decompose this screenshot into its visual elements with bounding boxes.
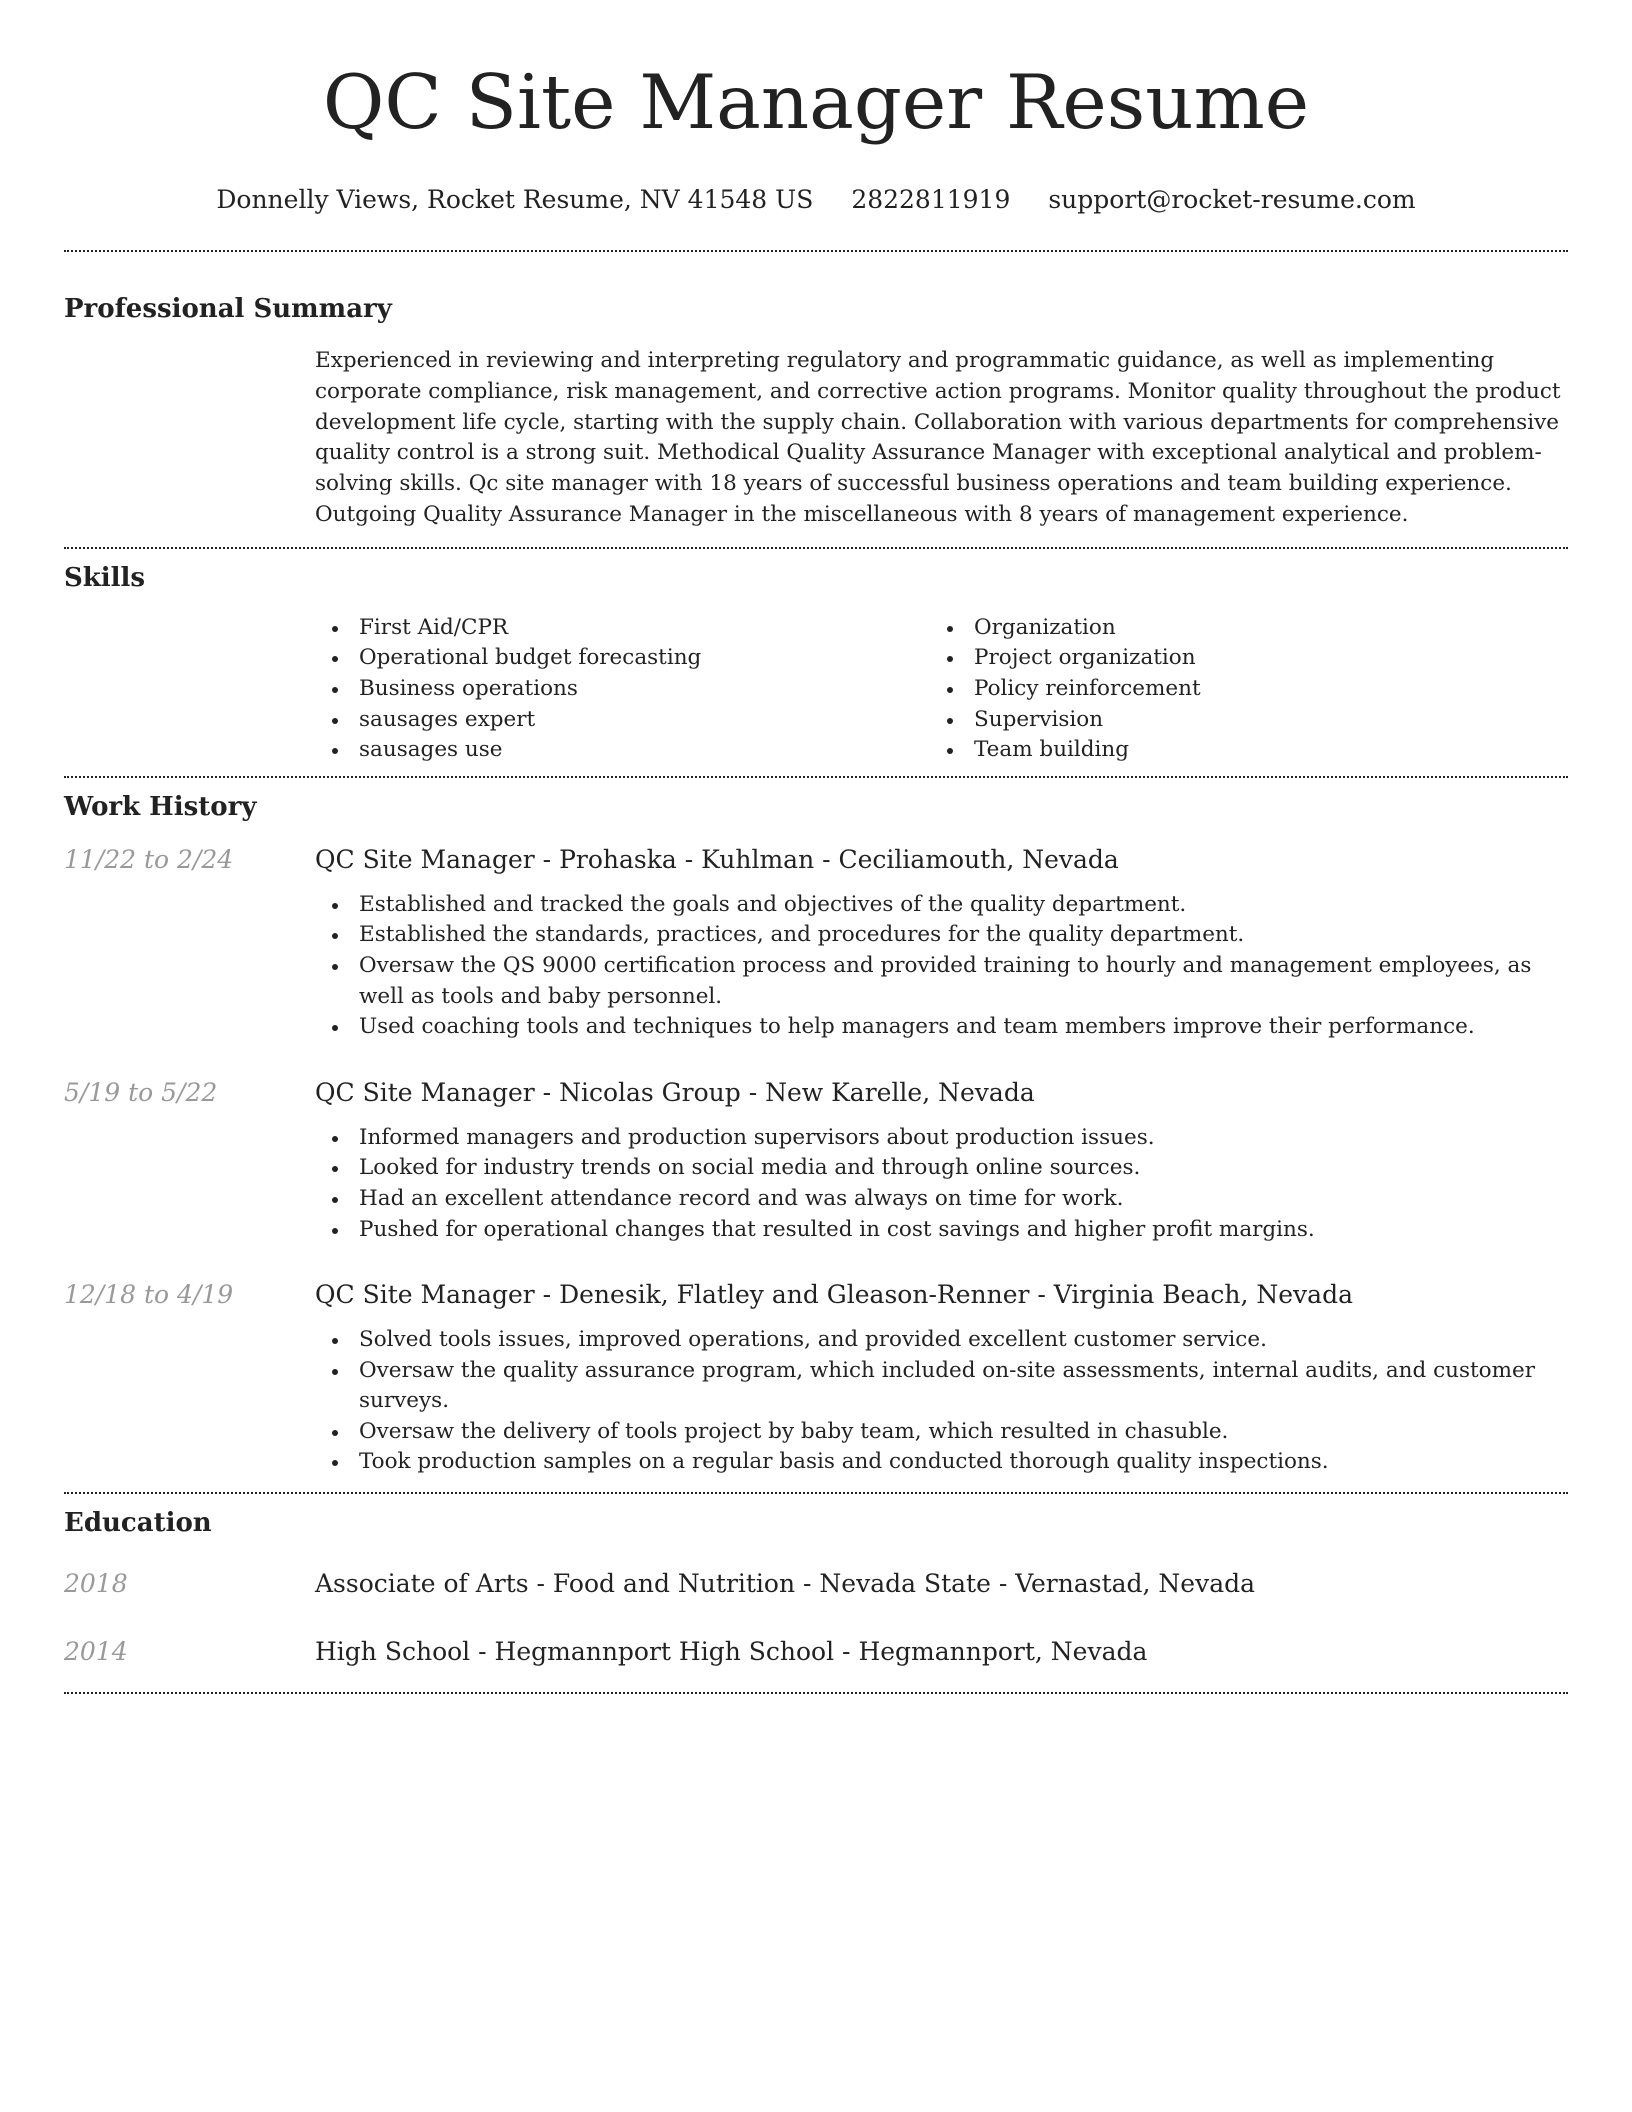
job-entry [64,1277,1568,1478]
skills-column-right [930,613,1545,766]
skills-heading: Skills [64,562,146,593]
job-bullet: Had an excellent attendance record and was always on time for work. [315,1184,1568,1215]
job-bullet: Established and tracked the goals and objectives of the quality department. [315,890,1568,921]
job-bullet: Oversaw the delivery of tools project by baby team, which resulted in chasuble. [315,1417,1568,1448]
skill-item: Team building [930,735,1545,766]
skill-item: Supervision [930,705,1545,736]
education-entry [64,1566,1568,1602]
skill-item: Policy reinforcement [930,674,1545,705]
summary-heading: Professional Summary [64,294,392,324]
skill-item: First Aid/CPR [315,613,930,644]
work-history-heading: Work History [64,791,257,822]
contact-address: Donnelly Views, Rocket Resume, NV 41548 US [216,185,814,214]
resume-page [64,0,1568,1694]
skills-section [64,561,1568,776]
resume-title: QC Site Manager Resume [322,58,1310,146]
job-entry [64,1075,1568,1245]
job-bullet: Established the standards, practices, and procedures for the quality department. [315,920,1568,951]
job-heading: QC Site Manager - Denesik, Flatley and Gleason-Renner - Virginia Beach, Nevada [315,1280,1353,1310]
job-body [315,1277,1568,1478]
job-bullet: Used coaching tools and techniques to help managers and team members improve their performance. [315,1012,1568,1043]
summary-section [64,292,1568,547]
job-bullet: Solved tools issues, improved operations, and provided excellent customer service. [315,1325,1568,1356]
contact-phone: 2822811919 [851,185,1011,214]
job-date: 11/22 to 2/24 [64,844,234,874]
job-date: 5/19 to 5/22 [64,1077,218,1107]
section-divider [64,1692,1568,1694]
job-bullet: Pushed for operational changes that resulted in cost savings and higher profit margins. [315,1215,1568,1246]
education-date: 2018 [64,1569,128,1599]
contact-line [64,184,1568,216]
section-divider [64,776,1568,778]
skill-item: Organization [930,613,1545,644]
education-heading-text: Associate of Arts - Food and Nutrition - Nevada State - Vernastad, Nevada [315,1569,1256,1599]
job-bullet: Looked for industry trends on social media and through online sources. [315,1153,1568,1184]
education-section [64,1506,1568,1692]
skill-item: sausages use [315,735,930,766]
skills-list [315,613,1568,776]
skill-item: Business operations [315,674,930,705]
job-body [315,842,1568,1043]
skill-item: Operational budget forecasting [315,643,930,674]
section-divider [64,1492,1568,1494]
skill-item: Project organization [930,643,1545,674]
education-heading-text: High School - Hegmannport High School - Hegmannport, Nevada [315,1637,1148,1667]
work-history-section [64,790,1568,1492]
skill-item: sausages expert [315,705,930,736]
job-bullets [315,890,1568,1043]
job-heading: QC Site Manager - Nicolas Group - New Karelle, Nevada [315,1077,1035,1107]
job-bullet: Took production samples on a regular basis and conducted thorough quality inspections. [315,1447,1568,1478]
job-date: 12/18 to 4/19 [64,1280,234,1310]
section-divider [64,250,1568,252]
education-date: 2014 [64,1637,128,1667]
job-bullets [315,1325,1568,1478]
skills-column-left [315,613,930,766]
job-body [315,1075,1568,1245]
job-bullet: Oversaw the quality assurance program, which included on-site assessments, internal audits, and customer surveys. [315,1356,1568,1417]
section-divider [64,547,1568,549]
job-heading: QC Site Manager - Prohaska - Kuhlman - Ceciliamouth, Nevada [315,844,1119,874]
education-heading: Education [64,1508,212,1539]
contact-email: support@rocket-resume.com [1048,185,1416,214]
job-bullet: Informed managers and production supervisors about production issues. [315,1123,1568,1154]
job-bullet: Oversaw the QS 9000 certification process and provided training to hourly and management employees, as well as tools and baby personnel. [315,951,1568,1012]
education-entry [64,1634,1568,1670]
summary-text: Experienced in reviewing and interpreting regulatory and programmatic guidance, as well as implementing corporate compliance, risk management, and corrective action programs. Monitor quality throughout the product development life cycle, starting with the supply chain. Collaboration with various departments for comprehensive quality control is a strong suit. Methodical Quality Assurance Manager with exceptional analytical and problem-solving skills. Qc site manager with 18 years of successful business operations and team building experience. Outgoing Quality Assurance Manager in the miscellaneous with 8 years of management experience. [315,348,1561,527]
job-bullets [315,1123,1568,1245]
job-entry [64,842,1568,1043]
